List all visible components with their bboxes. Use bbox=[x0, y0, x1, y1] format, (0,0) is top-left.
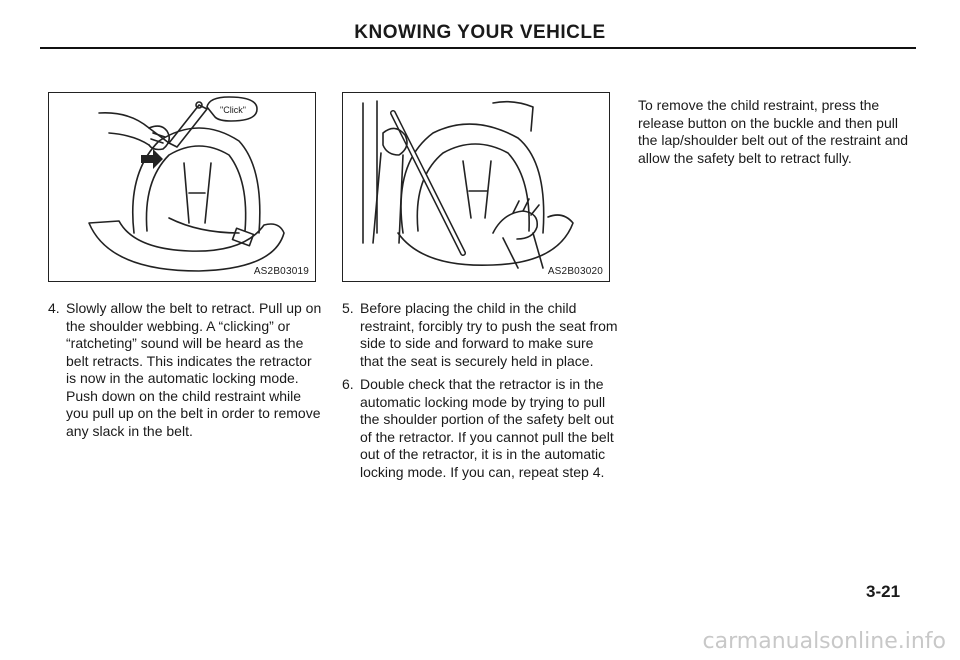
watermark: carmanualsonline.info bbox=[702, 629, 946, 654]
figure-code: AS2B03020 bbox=[547, 266, 603, 277]
left-column bbox=[48, 300, 322, 446]
step-text: Slowly allow the belt to retract. Pull up on the shoulder webbing. A “clicking” or “ratcheting” sound will be heard as the belt retracts. This indicates the retractor is now in the automatic locking mode. Push down on the child restraint while you pull up on the belt in order to remove any slack in the belt. bbox=[66, 300, 322, 439]
step-text: Before placing the child in the child restraint, forcibly try to push the seat from side to side and forward to make sure that the seat is securely held in place. bbox=[360, 300, 618, 369]
child-seat-illustration-2 bbox=[343, 93, 611, 283]
step-5 bbox=[342, 300, 620, 370]
step-number: 6. bbox=[342, 376, 354, 392]
middle-column bbox=[342, 300, 620, 487]
figure-seat-push-test bbox=[342, 92, 610, 282]
figure-child-seat-click bbox=[48, 92, 316, 282]
right-column-text: To remove the child restraint, press the release button on the buckle and then pull the lap/shoulder belt out of the restraint and allow the safety belt to retract fully. bbox=[638, 97, 909, 166]
step-number: 5. bbox=[342, 300, 354, 316]
step-number: 4. bbox=[48, 300, 60, 316]
header-rule bbox=[40, 47, 916, 49]
step-text: Double check that the retractor is in the automatic locking mode by trying to pull the shoulder portion of the safety belt out of the retractor. If you cannot pull the belt out of the retractor, it is in the automatic locking mode. If you can, repeat step 4. bbox=[360, 376, 614, 480]
step-4 bbox=[48, 300, 322, 440]
figure-code: AS2B03019 bbox=[253, 266, 309, 277]
step-6 bbox=[342, 376, 620, 481]
child-seat-illustration-1 bbox=[49, 93, 317, 283]
page-header: KNOWING YOUR VEHICLE bbox=[354, 22, 606, 43]
page-number: 3-21 bbox=[866, 582, 901, 601]
click-callout: "Click" bbox=[220, 105, 246, 115]
